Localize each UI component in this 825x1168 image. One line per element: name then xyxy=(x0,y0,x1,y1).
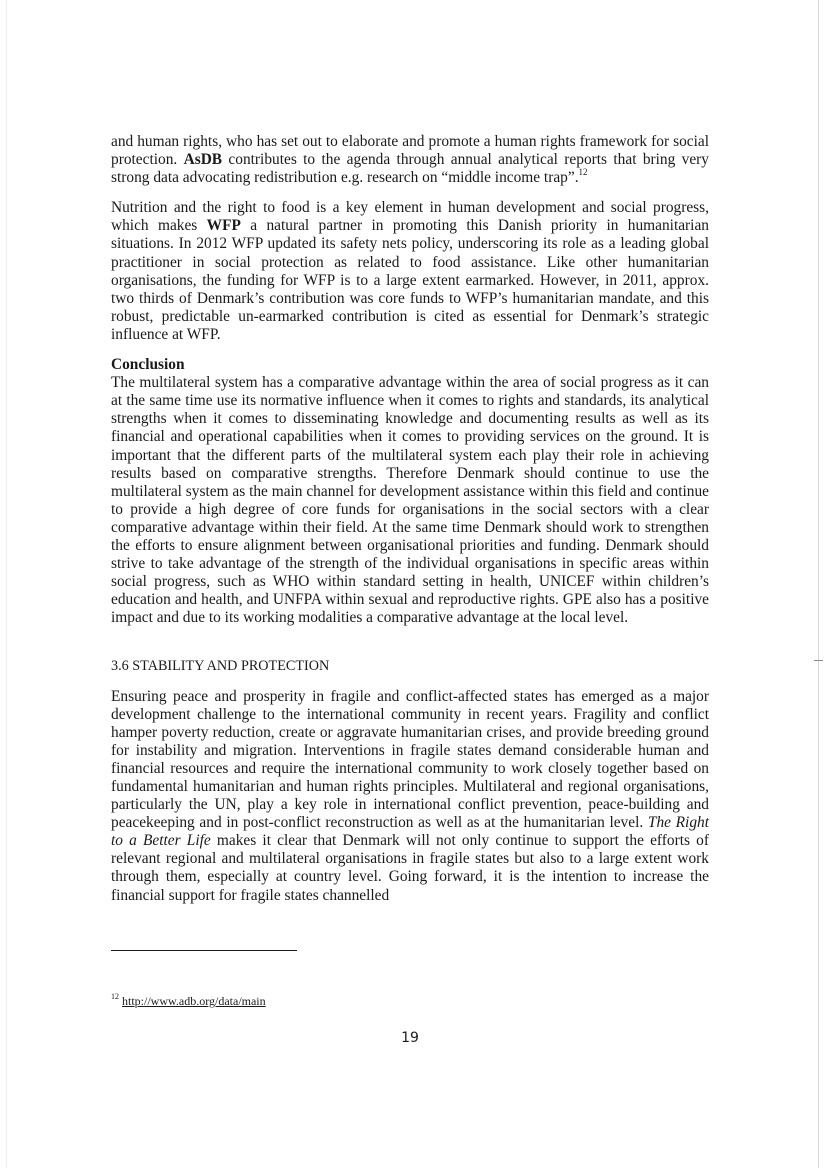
conclusion-heading: Conclusion xyxy=(111,356,185,374)
footnote xyxy=(111,994,266,1009)
scan-edge-mark xyxy=(814,660,823,661)
body-text xyxy=(111,133,709,905)
scan-edge-left xyxy=(6,0,7,1168)
italic-title: The Right to a Better Life xyxy=(111,814,709,850)
bold-wfp: WFP xyxy=(206,217,241,235)
section-title: 3.6 STABILITY AND PROTECTION xyxy=(111,658,330,675)
paragraph-social-protection: and human rights, who has set out to elaborate and promote a human rights framework for social protection. AsDB contributes to the agenda through annual analytical reports that bring very strong data advocating redistribution e.g. research on “middle income trap”.$^{12}$ xyxy=(111,133,709,187)
footnote-number: 12 xyxy=(111,992,119,1001)
bold-asdb: AsDB xyxy=(183,151,223,169)
paragraph-stability: Ensuring peace and prosperity in fragile and conflict-affected states has emerged as a major development challenge to the international community in recent years. Fragility and conflict hamper poverty reduction, create or aggravate humanitarian crises, and provide breeding ground for instability and migration. Interventions in fragile states demand considerable human and financial resources and require the international community to work closely together based on fundamental humanitarian and human rights principles. Multilateral and regional organisations, particularly the UN, play a key role in international conflict prevention, peace-building and peacekeeping and in post-conflict reconstruction as well as at the humanitarian level. The Right to a Better Life makes it clear that Denmark will not only continue to support the efforts of relevant regional and multilateral organisations in fragile states but also to a large extent work through them, especially at country level. Going forward, it is the intention to increase the financial support for fragile states channelled xyxy=(111,687,709,904)
scan-edge-right xyxy=(818,0,819,1168)
footnote-separator xyxy=(111,950,297,951)
page-number: 19 xyxy=(401,1030,419,1046)
footnote-reference[interactable]: 12 xyxy=(578,167,588,178)
paragraph-conclusion: The multilateral system has a comparative advantage within the area of social progress as it can at the same time use its normative influence when it comes to rights and standards, its analytical strengths when it comes to disseminating knowledge and documenting results as well as its financial and operational capabilities when it comes to providing services on the ground. It is important that the different parts of the multilateral system each play their role in achieving results based on comparative strengths. Therefore Denmark should continue to use the multilateral system as the main channel for development assistance within this field and continue to provide a high degree of core funds for organisations in the social sectors with a clear comparative advantage within their field. At the same time Denmark should work to strengthen the efforts to ensure alignment between organisational priorities and funding. Denmark should strive to take advantage of the strength of the individual organisations in specific areas within social progress, such as WHO within standard setting in health, UNICEF within children’s education and health, and UNFPA within sexual and reproductive rights. GPE also has a positive impact and due to its working modalities a comparative advantage at the local level. xyxy=(111,374,709,627)
footnote-link[interactable]: http://www.adb.org/data/main xyxy=(122,994,266,1008)
paragraph-nutrition: Nutrition and the right to food is a key element in human development and social progress, which makes WFP a natural partner in promoting this Danish priority in humanitarian situations. In 2012 WFP updated its safety nets policy, underscoring its role as a leading global practitioner in social protection as related to food assistance. Like other humanitarian organisations, the funding for WFP is to a large extent earmarked. However, in 2011, approx. two thirds of Denmark’s contribution was core funds to WFP’s humanitarian mandate, and this robust, predictable un-earmarked contribution is cited as essential for Denmark’s strategic influence at WFP. xyxy=(111,199,709,343)
